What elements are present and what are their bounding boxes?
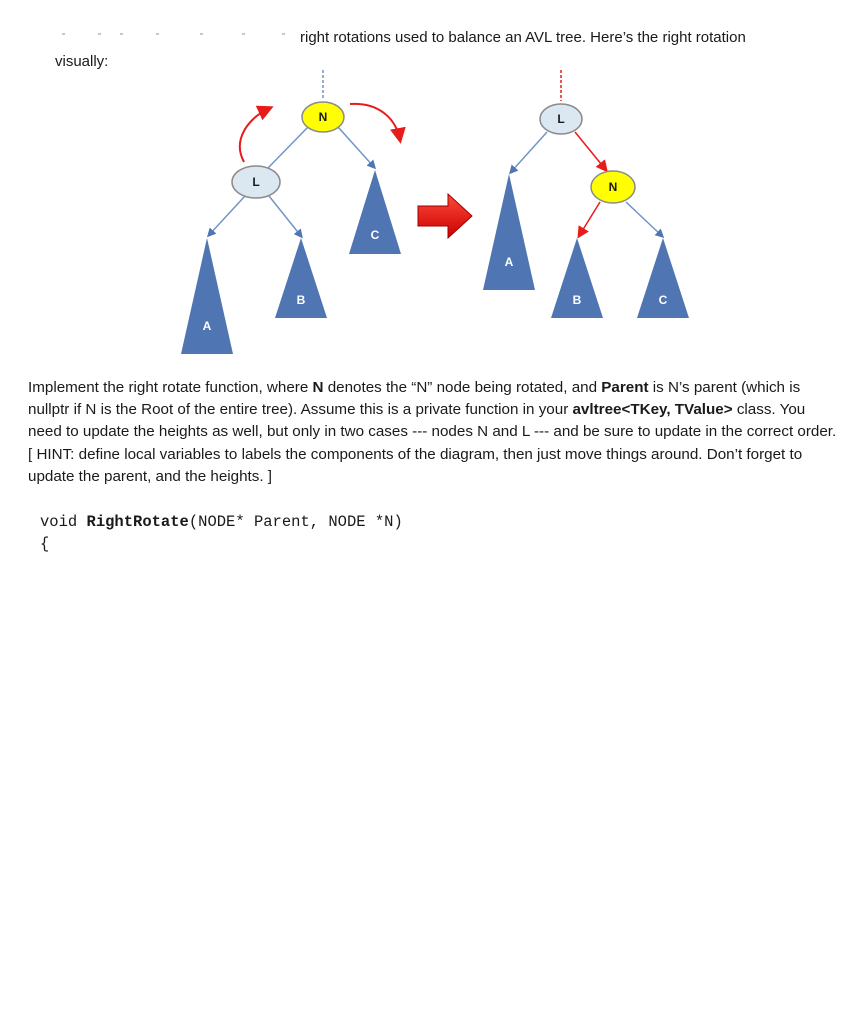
before-subtree-a [181, 238, 233, 354]
after-node-n-label: N [608, 180, 618, 194]
before-edge-n-l [268, 127, 308, 168]
after-node-l-label: L [557, 112, 565, 126]
para-bold-class: avltree<TKey, TValue> [572, 401, 733, 419]
avl-right-rotation-diagram [0, 60, 866, 360]
code-open-brace: { [40, 535, 50, 553]
after-edge-n-c [626, 202, 662, 236]
after-edge-n-b [579, 202, 600, 236]
before-edge-l-a [209, 196, 245, 235]
before-edge-n-c [338, 127, 374, 167]
transition-arrow [418, 194, 472, 238]
before-node-l-label: L [252, 175, 260, 189]
instructions-paragraph [28, 377, 843, 488]
code-parameters: (NODE* Parent, NODE *N) [188, 513, 403, 531]
para-bold-parent: Parent [601, 379, 649, 396]
para-text-3: is N’s parent (which is nullptr if N is the Root of the entire tree). Assume this is a private function in your [28, 379, 801, 419]
faded-text-fragment [60, 33, 290, 43]
code-function-name: RightRotate [86, 513, 189, 531]
before-subtree-c-label: C [370, 228, 380, 242]
para-bold-n: N [312, 379, 324, 396]
para-text-4: class. You need to update the heights as well, but only in two cases --- nodes N and L --- and be sure to update in the correct order. [ HINT: define local variables to labels the components of the diagram, then just move things around. Don’t forget to update the parent, and the heights. ] [28, 401, 837, 485]
before-rotation-arrow-left [240, 108, 270, 162]
para-text-1: Implement the right rotate function, where [28, 379, 313, 396]
after-subtree-c-label: C [658, 293, 668, 307]
before-rotation-arrow-right [350, 104, 400, 140]
after-subtree-a [483, 174, 535, 290]
code-return-type: void [40, 513, 87, 531]
after-subtree-b-label: B [572, 293, 582, 307]
before-subtree-a-label: A [202, 319, 212, 333]
intro-line-1: right rotations used to balance an AVL tree. Here’s the right rotation [300, 29, 746, 46]
before-subtree-b-label: B [296, 293, 306, 307]
code-stub [40, 511, 403, 555]
before-edge-l-b [269, 196, 301, 236]
before-node-n-label: N [318, 110, 328, 124]
after-edge-l-a [511, 132, 547, 172]
intro-line-2: visually: [55, 53, 109, 70]
para-text-2: denotes the “N” node being rotated, and [323, 379, 602, 396]
after-subtree-a-label: A [504, 255, 514, 269]
after-edge-l-n [575, 132, 606, 170]
